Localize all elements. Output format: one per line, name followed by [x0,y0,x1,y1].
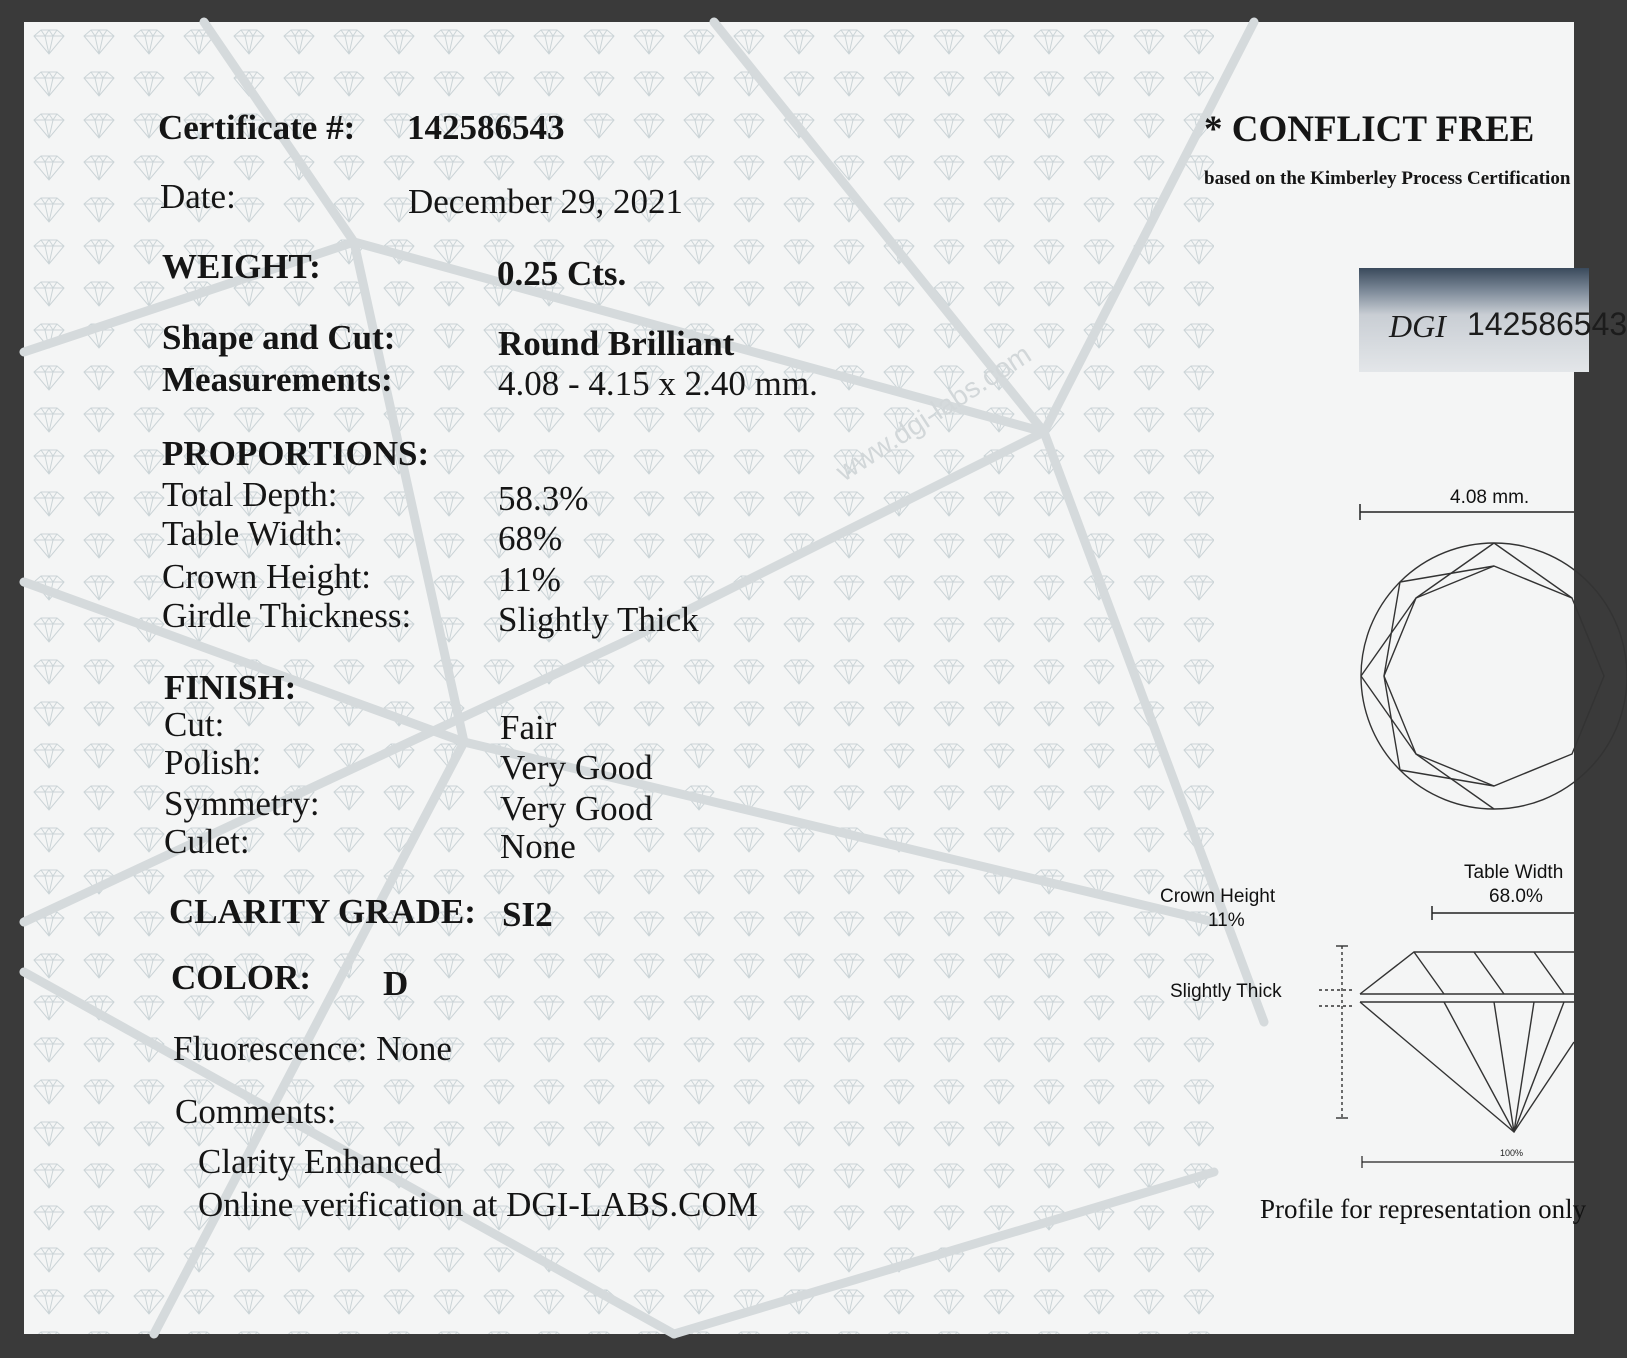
comment-line-2: Online verification at DGI-LABS.COM [198,1185,758,1224]
table-width-label: Table Width: [162,514,344,553]
badge-number: 142586543 [1467,306,1627,342]
finish-heading: FINISH: [164,668,297,707]
table-width-value: 68.0% [1489,886,1543,907]
symmetry-value: Very Good [500,789,653,828]
total-depth-label: Total Depth: [162,475,338,514]
proportions-heading: PROPORTIONS: [162,434,430,473]
conflict-free-heading: * CONFLICT FREE [1204,109,1535,150]
culet-label: Culet: [164,822,250,861]
diameter-label: 4.08 mm. [1450,487,1530,508]
measurements-label: Measurements: [162,360,393,399]
weight-value: 0.25 Cts. [497,254,627,293]
measurements-value: 4.08 - 4.15 x 2.40 mm. [498,364,818,403]
diamond-plot-diagram [1114,442,1587,1342]
comment-line-1: Clarity Enhanced [198,1142,442,1181]
watermark-text: www.dgi-labs.com [830,338,1037,488]
total-depth-value: 58.3% [498,479,589,518]
comments-label: Comments: [175,1092,337,1131]
polish-value: Very Good [500,748,653,787]
certificate-sheet [24,22,1627,1334]
dgi-logo: DGI [1389,308,1446,344]
date-label: Date: [160,177,236,216]
color-value: D [383,964,409,1003]
shape-value: Round Brilliant [498,324,735,363]
clarity-label: CLARITY GRADE: [169,892,476,931]
clarity-value: SI2 [502,895,553,934]
fluorescence-text: Fluorescence: None [173,1029,452,1068]
girdle-label: Slightly Thick [1170,981,1282,1002]
crown-height-label: Crown Height [1160,886,1276,907]
girdle-thickness-value: Slightly Thick [498,600,699,639]
weight-label: WEIGHT: [162,247,321,286]
bottom-dimension-label: 100% [1500,1148,1524,1158]
certificate-number-value: 142586543 [407,108,565,147]
girdle-thickness-label: Girdle Thickness: [162,596,412,635]
table-width-value: 68% [498,519,563,558]
certificate-number-label: Certificate #: [158,108,356,147]
profile-caption: Profile for representation only [1260,1194,1587,1224]
profile-view-diamond [1319,946,1574,1132]
color-label: COLOR: [171,958,311,997]
cut-label: Cut: [164,705,225,744]
cut-value: Fair [500,708,557,747]
date-value: December 29, 2021 [408,182,684,221]
crown-height-value: 11% [498,560,561,599]
culet-value: None [500,827,576,866]
top-view-diamond [1361,543,1627,809]
crown-height-label: Crown Height: [162,557,372,596]
kimberley-note: based on the Kimberley Process Certification [1204,168,1571,189]
shape-label: Shape and Cut: [162,318,396,357]
polish-label: Polish: [164,743,262,782]
dgi-id-badge [1359,268,1627,372]
crown-height-value: 11% [1208,910,1245,931]
table-width-label: Table Width [1464,862,1564,883]
symmetry-label: Symmetry: [164,784,320,823]
